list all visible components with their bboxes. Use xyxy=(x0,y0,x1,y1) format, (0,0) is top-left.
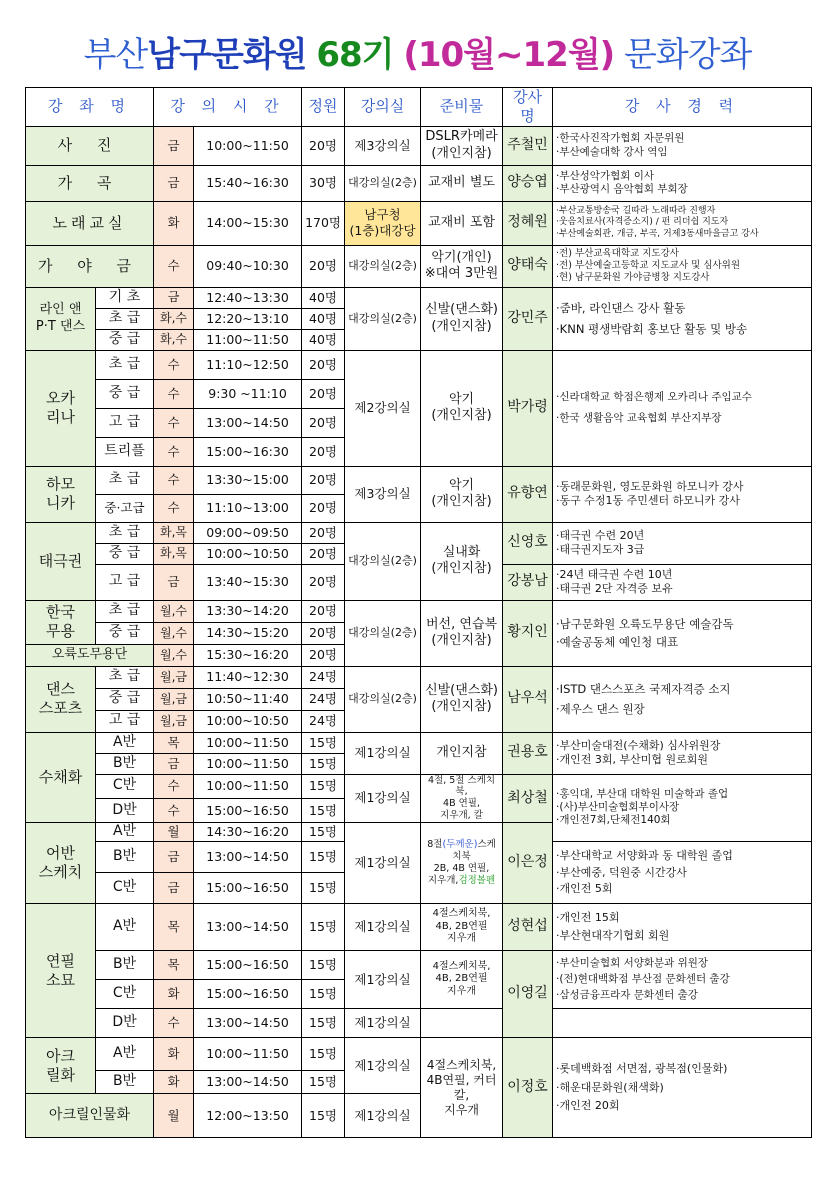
course-capacity: 170명 xyxy=(302,201,345,245)
course-time: 15:40~16:30 xyxy=(194,165,302,201)
course-level: C반 xyxy=(96,873,154,904)
instructor-name: 성현섭 xyxy=(503,904,553,951)
course-capacity: 20명 xyxy=(302,564,345,600)
course-time: 9:30 ~11:10 xyxy=(194,379,302,408)
course-day: 수 xyxy=(154,798,194,822)
course-name: 하모 니카 xyxy=(26,466,96,522)
course-time: 10:00~11:50 xyxy=(194,774,302,798)
course-name: 가 야 금 xyxy=(26,245,154,287)
instructor-career: ·ISTD 댄스스포츠 국제자격증 소지 ·제우스 댄스 원장 xyxy=(553,666,812,732)
course-time: 10:00~11:50 xyxy=(194,126,302,165)
course-day: 월,수 xyxy=(154,622,194,644)
course-capacity: 40명 xyxy=(302,308,345,329)
course-day: 월,금 xyxy=(154,710,194,732)
course-day: 수 xyxy=(154,1009,194,1038)
course-prep: 악기(개인) ※대여 3만원 xyxy=(421,245,503,287)
course-level: 중·고급 xyxy=(96,494,154,522)
course-capacity: 20명 xyxy=(302,408,345,437)
course-table xyxy=(25,87,812,1138)
course-day: 월,수 xyxy=(154,600,194,622)
instructor-career: ·신라대학교 학점은행제 오카리나 주임교수 ·한국 생활음악 교육협회 부산지부장 xyxy=(553,350,812,466)
course-prep: 교재비 별도 xyxy=(421,165,503,201)
course-day: 월,금 xyxy=(154,688,194,710)
course-time: 15:30~16:20 xyxy=(194,644,302,666)
course-room: 제1강의실 xyxy=(345,1094,421,1138)
instructor-career-empty xyxy=(553,1009,812,1038)
course-day: 월,금 xyxy=(154,666,194,688)
instructor-career: ·롯데백화점 서면점, 광복점(인물화) ·해운대문화원(채색화) ·개인전 20회 xyxy=(553,1038,812,1138)
course-prep: 신발(댄스화) (개인지참) xyxy=(421,666,503,732)
course-capacity: 20명 xyxy=(302,644,345,666)
course-capacity: 15명 xyxy=(302,873,345,904)
instructor-career: ·태극권 수련 20년 ·태극권지도자 3급 xyxy=(553,522,812,564)
table-row xyxy=(26,600,812,622)
instructor-career: ·24년 태극권 수련 10년 ·태극권 2단 자격증 보유 xyxy=(553,564,812,600)
course-day: 수 xyxy=(154,245,194,287)
course-level: B반 xyxy=(96,1071,154,1094)
course-day: 화 xyxy=(154,1038,194,1071)
course-room: 대강의실(2층) xyxy=(345,522,421,600)
table-row xyxy=(26,201,812,245)
course-day: 목 xyxy=(154,951,194,980)
instructor-career: ·전) 부산교육대학교 지도강사 ·전) 부산예술고등학교 지도교사 및 심사위원 ·현) 남구문화원 가야금병창 지도강사 xyxy=(553,245,812,287)
course-prep: 버선, 연습복 (개인지참) xyxy=(421,600,503,666)
course-capacity: 20명 xyxy=(302,522,345,543)
course-level: B반 xyxy=(96,753,154,774)
course-time: 10:00~11:50 xyxy=(194,753,302,774)
course-name: 수채화 xyxy=(26,732,96,823)
course-capacity: 20명 xyxy=(302,379,345,408)
instructor-name: 정혜원 xyxy=(503,201,553,245)
course-time: 13:00~14:50 xyxy=(194,904,302,951)
course-day: 목 xyxy=(154,732,194,753)
course-capacity: 40명 xyxy=(302,287,345,308)
course-level: 초 급 xyxy=(96,466,154,494)
course-room: 제1강의실 xyxy=(345,1038,421,1094)
course-prep: 교재비 포함 xyxy=(421,201,503,245)
table-row xyxy=(26,1038,812,1071)
course-level: D반 xyxy=(96,798,154,822)
course-time: 10:00~10:50 xyxy=(194,543,302,564)
course-level: 고 급 xyxy=(96,564,154,600)
course-level: 중 급 xyxy=(96,379,154,408)
course-level: 중 급 xyxy=(96,622,154,644)
course-level: 중 급 xyxy=(96,688,154,710)
instructor-career: ·부산성악가협회 이사 ·부산광역시 음악협회 부회장 xyxy=(553,165,812,201)
course-name: 태극권 xyxy=(26,522,96,600)
course-day: 수 xyxy=(154,466,194,494)
instructor-name: 권용호 xyxy=(503,732,553,774)
instructor-name: 주철민 xyxy=(503,126,553,165)
course-time: 14:00~15:30 xyxy=(194,201,302,245)
header-instructor: 강사명 xyxy=(503,88,553,127)
course-room: 제1강의실 xyxy=(345,951,421,1009)
course-capacity: 20명 xyxy=(302,437,345,466)
course-level: A반 xyxy=(96,904,154,951)
course-day: 수 xyxy=(154,774,194,798)
course-time: 13:30~15:00 xyxy=(194,466,302,494)
course-time: 13:40~15:30 xyxy=(194,564,302,600)
table-row xyxy=(26,666,812,688)
instructor-name: 양태숙 xyxy=(503,245,553,287)
course-prep: 4절스케치북, 4B연필, 커터칼, 지우개 xyxy=(421,1038,503,1138)
instructor-name: 강봉남 xyxy=(503,564,553,600)
course-level: 초 급 xyxy=(96,522,154,543)
course-day: 금 xyxy=(154,842,194,873)
course-prep: 실내화 (개인지참) xyxy=(421,522,503,600)
course-name: 댄스 스포츠 xyxy=(26,666,96,732)
course-time: 12:00~13:50 xyxy=(194,1094,302,1138)
course-level: 고 급 xyxy=(96,710,154,732)
course-time: 10:50~11:40 xyxy=(194,688,302,710)
course-capacity: 20명 xyxy=(302,466,345,494)
course-day: 화,수 xyxy=(154,329,194,350)
course-level: 고 급 xyxy=(96,408,154,437)
course-capacity: 24명 xyxy=(302,666,345,688)
course-capacity: 20명 xyxy=(302,245,345,287)
course-time: 15:00~16:30 xyxy=(194,437,302,466)
course-prep: DSLR카메라 (개인지참) xyxy=(421,126,503,165)
course-room: 대강의실(2층) xyxy=(345,165,421,201)
course-time: 11:40~12:30 xyxy=(194,666,302,688)
course-level: B반 xyxy=(96,951,154,980)
instructor-career: ·홍익대, 부산대 대학원 미술학과 졸업 ·(사)부산미술협회부이사장 ·개인전7회,단체전140회 xyxy=(553,774,812,842)
course-name: 가 곡 xyxy=(26,165,154,201)
instructor-name: 황지인 xyxy=(503,600,553,666)
course-name: 연필 소묘 xyxy=(26,904,96,1038)
course-capacity: 15명 xyxy=(302,753,345,774)
course-day: 금 xyxy=(154,873,194,904)
course-level: C반 xyxy=(96,774,154,798)
instructor-name: 이정호 xyxy=(503,1038,553,1138)
course-level: 중 급 xyxy=(96,543,154,564)
course-room: 제3강의실 xyxy=(345,126,421,165)
course-time: 11:10~13:00 xyxy=(194,494,302,522)
course-capacity: 20명 xyxy=(302,350,345,379)
instructor-name: 남우석 xyxy=(503,666,553,732)
course-capacity: 15명 xyxy=(302,1009,345,1038)
header-room: 강의실 xyxy=(345,88,421,127)
course-capacity: 15명 xyxy=(302,774,345,798)
table-row xyxy=(26,126,812,165)
course-time: 11:00~11:50 xyxy=(194,329,302,350)
instructor-career: ·동래문화원, 영도문화원 하모니카 강사 ·동구 수정1동 주민센터 하모니카 강사 xyxy=(553,466,812,522)
instructor-name: 이영길 xyxy=(503,951,553,1038)
course-capacity: 15명 xyxy=(302,842,345,873)
course-prep: 4절, 5절 스케치북, 4B 연필, 지우개, 칼 xyxy=(421,774,503,823)
course-room: 제1강의실 xyxy=(345,774,421,823)
course-room: 제1강의실 xyxy=(345,732,421,774)
instructor-name: 강민주 xyxy=(503,287,553,350)
course-time: 09:40~10:30 xyxy=(194,245,302,287)
instructor-career: ·줌바, 라인댄스 강사 활동 ·KNN 평생박람회 홍보단 활동 및 방송 xyxy=(553,287,812,350)
course-time: 15:00~16:50 xyxy=(194,798,302,822)
course-name: 노래교실 xyxy=(26,201,154,245)
table-row xyxy=(26,287,812,308)
course-prep: 4절스케치북, 4B, 2B연필 지우개 xyxy=(421,904,503,951)
course-time: 13:00~14:50 xyxy=(194,842,302,873)
course-time: 10:00~10:50 xyxy=(194,710,302,732)
table-row xyxy=(26,732,812,753)
course-time: 12:40~13:30 xyxy=(194,287,302,308)
course-time: 11:10~12:50 xyxy=(194,350,302,379)
instructor-name: 신영호 xyxy=(503,522,553,564)
course-prep: 개인지참 xyxy=(421,732,503,774)
header-prep: 준비물 xyxy=(421,88,503,127)
course-room: 제2강의실 xyxy=(345,350,421,466)
course-name: 라인 앤 P·T 댄스 xyxy=(26,287,96,350)
course-day: 수 xyxy=(154,494,194,522)
course-prep: 신발(댄스화) (개인지참) xyxy=(421,287,503,350)
instructor-career: ·한국사진작가협회 자문위원 ·부산예술대학 강사 역임 xyxy=(553,126,812,165)
course-capacity: 15명 xyxy=(302,798,345,822)
page-title: 부산남구문화원 68기 (10월~12월) 문화강좌 xyxy=(83,35,752,75)
course-capacity: 15명 xyxy=(302,951,345,980)
course-capacity: 24명 xyxy=(302,688,345,710)
course-level: 트리플 xyxy=(96,437,154,466)
course-capacity: 15명 xyxy=(302,904,345,951)
table-row xyxy=(26,522,812,543)
course-level: D반 xyxy=(96,1009,154,1038)
course-room: 대강의실(2층) xyxy=(345,287,421,350)
table-row xyxy=(26,466,812,494)
course-level: 초 급 xyxy=(96,600,154,622)
course-day: 금 xyxy=(154,753,194,774)
course-capacity: 20명 xyxy=(302,622,345,644)
course-time: 10:00~11:50 xyxy=(194,1038,302,1071)
header-time: 강 의 시 간 xyxy=(154,88,302,127)
course-day: 화,목 xyxy=(154,522,194,543)
course-day: 금 xyxy=(154,126,194,165)
course-day: 금 xyxy=(154,165,194,201)
course-day: 수 xyxy=(154,437,194,466)
course-time: 15:00~16:50 xyxy=(194,980,302,1009)
course-time: 10:00~11:50 xyxy=(194,732,302,753)
course-time: 13:00~14:50 xyxy=(194,1071,302,1094)
course-time: 15:00~16:50 xyxy=(194,951,302,980)
course-level: 초 급 xyxy=(96,666,154,688)
course-day: 화 xyxy=(154,1071,194,1094)
course-name: 한국 무용 xyxy=(26,600,96,644)
course-level: A반 xyxy=(96,732,154,753)
course-capacity: 15명 xyxy=(302,823,345,842)
course-time: 09:00~09:50 xyxy=(194,522,302,543)
instructor-name: 최상철 xyxy=(503,774,553,823)
course-name: 어반 스케치 xyxy=(26,823,96,904)
course-level: 기 초 xyxy=(96,287,154,308)
course-room: 대강의실(2층) xyxy=(345,666,421,732)
course-level: 중 급 xyxy=(96,329,154,350)
course-room: 제3강의실 xyxy=(345,466,421,522)
course-time: 13:00~14:50 xyxy=(194,408,302,437)
course-prep: 악기 (개인지참) xyxy=(421,350,503,466)
instructor-career: ·부산대학교 서양화과 동 대학원 졸업 ·부산예중, 덕원중 시간강사 ·개인전 5회 xyxy=(553,842,812,904)
course-time: 15:00~16:50 xyxy=(194,873,302,904)
course-capacity: 15명 xyxy=(302,1071,345,1094)
course-room: 남구청 (1층)대강당 xyxy=(345,201,421,245)
course-capacity: 15명 xyxy=(302,1038,345,1071)
instructor-career: ·부산교통방송국 길따라 노래따라 진행자 ·웃음치료사(자격증소지) / 펀 리더쉽 지도자 ·부산예술회관, 개금, 부곡, 거제3동새마을금고 강사 xyxy=(553,201,812,245)
course-time: 12:20~13:10 xyxy=(194,308,302,329)
table-row xyxy=(26,951,812,980)
course-level: A반 xyxy=(96,823,154,842)
course-capacity: 20명 xyxy=(302,543,345,564)
table-row xyxy=(26,1009,812,1038)
course-name: 오카 리나 xyxy=(26,350,96,466)
course-time: 13:00~14:50 xyxy=(194,1009,302,1038)
course-name: 아크릴인물화 xyxy=(26,1094,154,1138)
table-row xyxy=(26,165,812,201)
header-capacity: 정원 xyxy=(302,88,345,127)
course-day: 월 xyxy=(154,823,194,842)
course-day: 수 xyxy=(154,379,194,408)
course-day: 수 xyxy=(154,350,194,379)
course-name: 오륙도무용단 xyxy=(26,644,154,666)
course-name: 사 진 xyxy=(26,126,154,165)
table-row xyxy=(26,350,812,379)
course-level: C반 xyxy=(96,980,154,1009)
course-day: 금 xyxy=(154,287,194,308)
course-room: 제1강의실 xyxy=(345,1009,421,1038)
table-row xyxy=(26,245,812,287)
instructor-career: ·남구문화원 오륙도무용단 예술감독 ·예술공동체 예인청 대표 xyxy=(553,600,812,666)
course-day: 월 xyxy=(154,1094,194,1138)
course-time: 14:30~15:20 xyxy=(194,622,302,644)
course-room: 제1강의실 xyxy=(345,904,421,951)
instructor-name: 유향연 xyxy=(503,466,553,522)
course-prep: 8절(두께운)스케치북 2B, 4B 연필, 지우개,검정볼펜 xyxy=(421,823,503,904)
course-room: 제1강의실 xyxy=(345,823,421,904)
course-room: 대강의실(2층) xyxy=(345,245,421,287)
course-capacity: 20명 xyxy=(302,126,345,165)
course-time: 13:30~14:20 xyxy=(194,600,302,622)
course-capacity: 30명 xyxy=(302,165,345,201)
course-level: B반 xyxy=(96,842,154,873)
course-capacity: 20명 xyxy=(302,600,345,622)
course-prep-empty xyxy=(421,1009,503,1038)
header-course: 강 좌 명 xyxy=(26,88,154,127)
course-day: 목 xyxy=(154,904,194,951)
course-day: 화,목 xyxy=(154,543,194,564)
course-level: 초 급 xyxy=(96,350,154,379)
course-day: 월,수 xyxy=(154,644,194,666)
course-day: 화 xyxy=(154,201,194,245)
course-day: 수 xyxy=(154,408,194,437)
header-career: 강 사 경 력 xyxy=(553,88,812,127)
course-time: 14:30~16:20 xyxy=(194,823,302,842)
instructor-name: 이은정 xyxy=(503,823,553,904)
course-prep: 4절스케치북, 4B, 2B연필 지우개 xyxy=(421,951,503,1009)
course-level: A반 xyxy=(96,1038,154,1071)
course-capacity: 24명 xyxy=(302,710,345,732)
instructor-career: ·부산미술협회 서양화분과 위원장 ·(전)현대백화점 부산점 문화센터 출강 ·삼성금융프라자 문화센터 출강 xyxy=(553,951,812,1009)
instructor-name: 박가령 xyxy=(503,350,553,466)
course-capacity: 15명 xyxy=(302,1094,345,1138)
course-capacity: 15명 xyxy=(302,980,345,1009)
course-day: 금 xyxy=(154,564,194,600)
course-capacity: 20명 xyxy=(302,494,345,522)
table-row xyxy=(26,904,812,951)
course-name: 아크 릴화 xyxy=(26,1038,96,1094)
course-capacity: 15명 xyxy=(302,732,345,753)
course-day: 화 xyxy=(154,980,194,1009)
course-room: 대강의실(2층) xyxy=(345,600,421,666)
course-capacity: 40명 xyxy=(302,329,345,350)
instructor-career: ·부산미술대전(수채화) 심사위원장 ·개인전 3회, 부산미협 원로회원 xyxy=(553,732,812,774)
course-level: 초 급 xyxy=(96,308,154,329)
course-day: 화,수 xyxy=(154,308,194,329)
instructor-career: ·개인전 15회 ·부산현대작기협회 회원 xyxy=(553,904,812,951)
course-prep: 악기 (개인지참) xyxy=(421,466,503,522)
header-row xyxy=(26,88,812,127)
instructor-name: 양승엽 xyxy=(503,165,553,201)
table-row xyxy=(26,774,812,798)
